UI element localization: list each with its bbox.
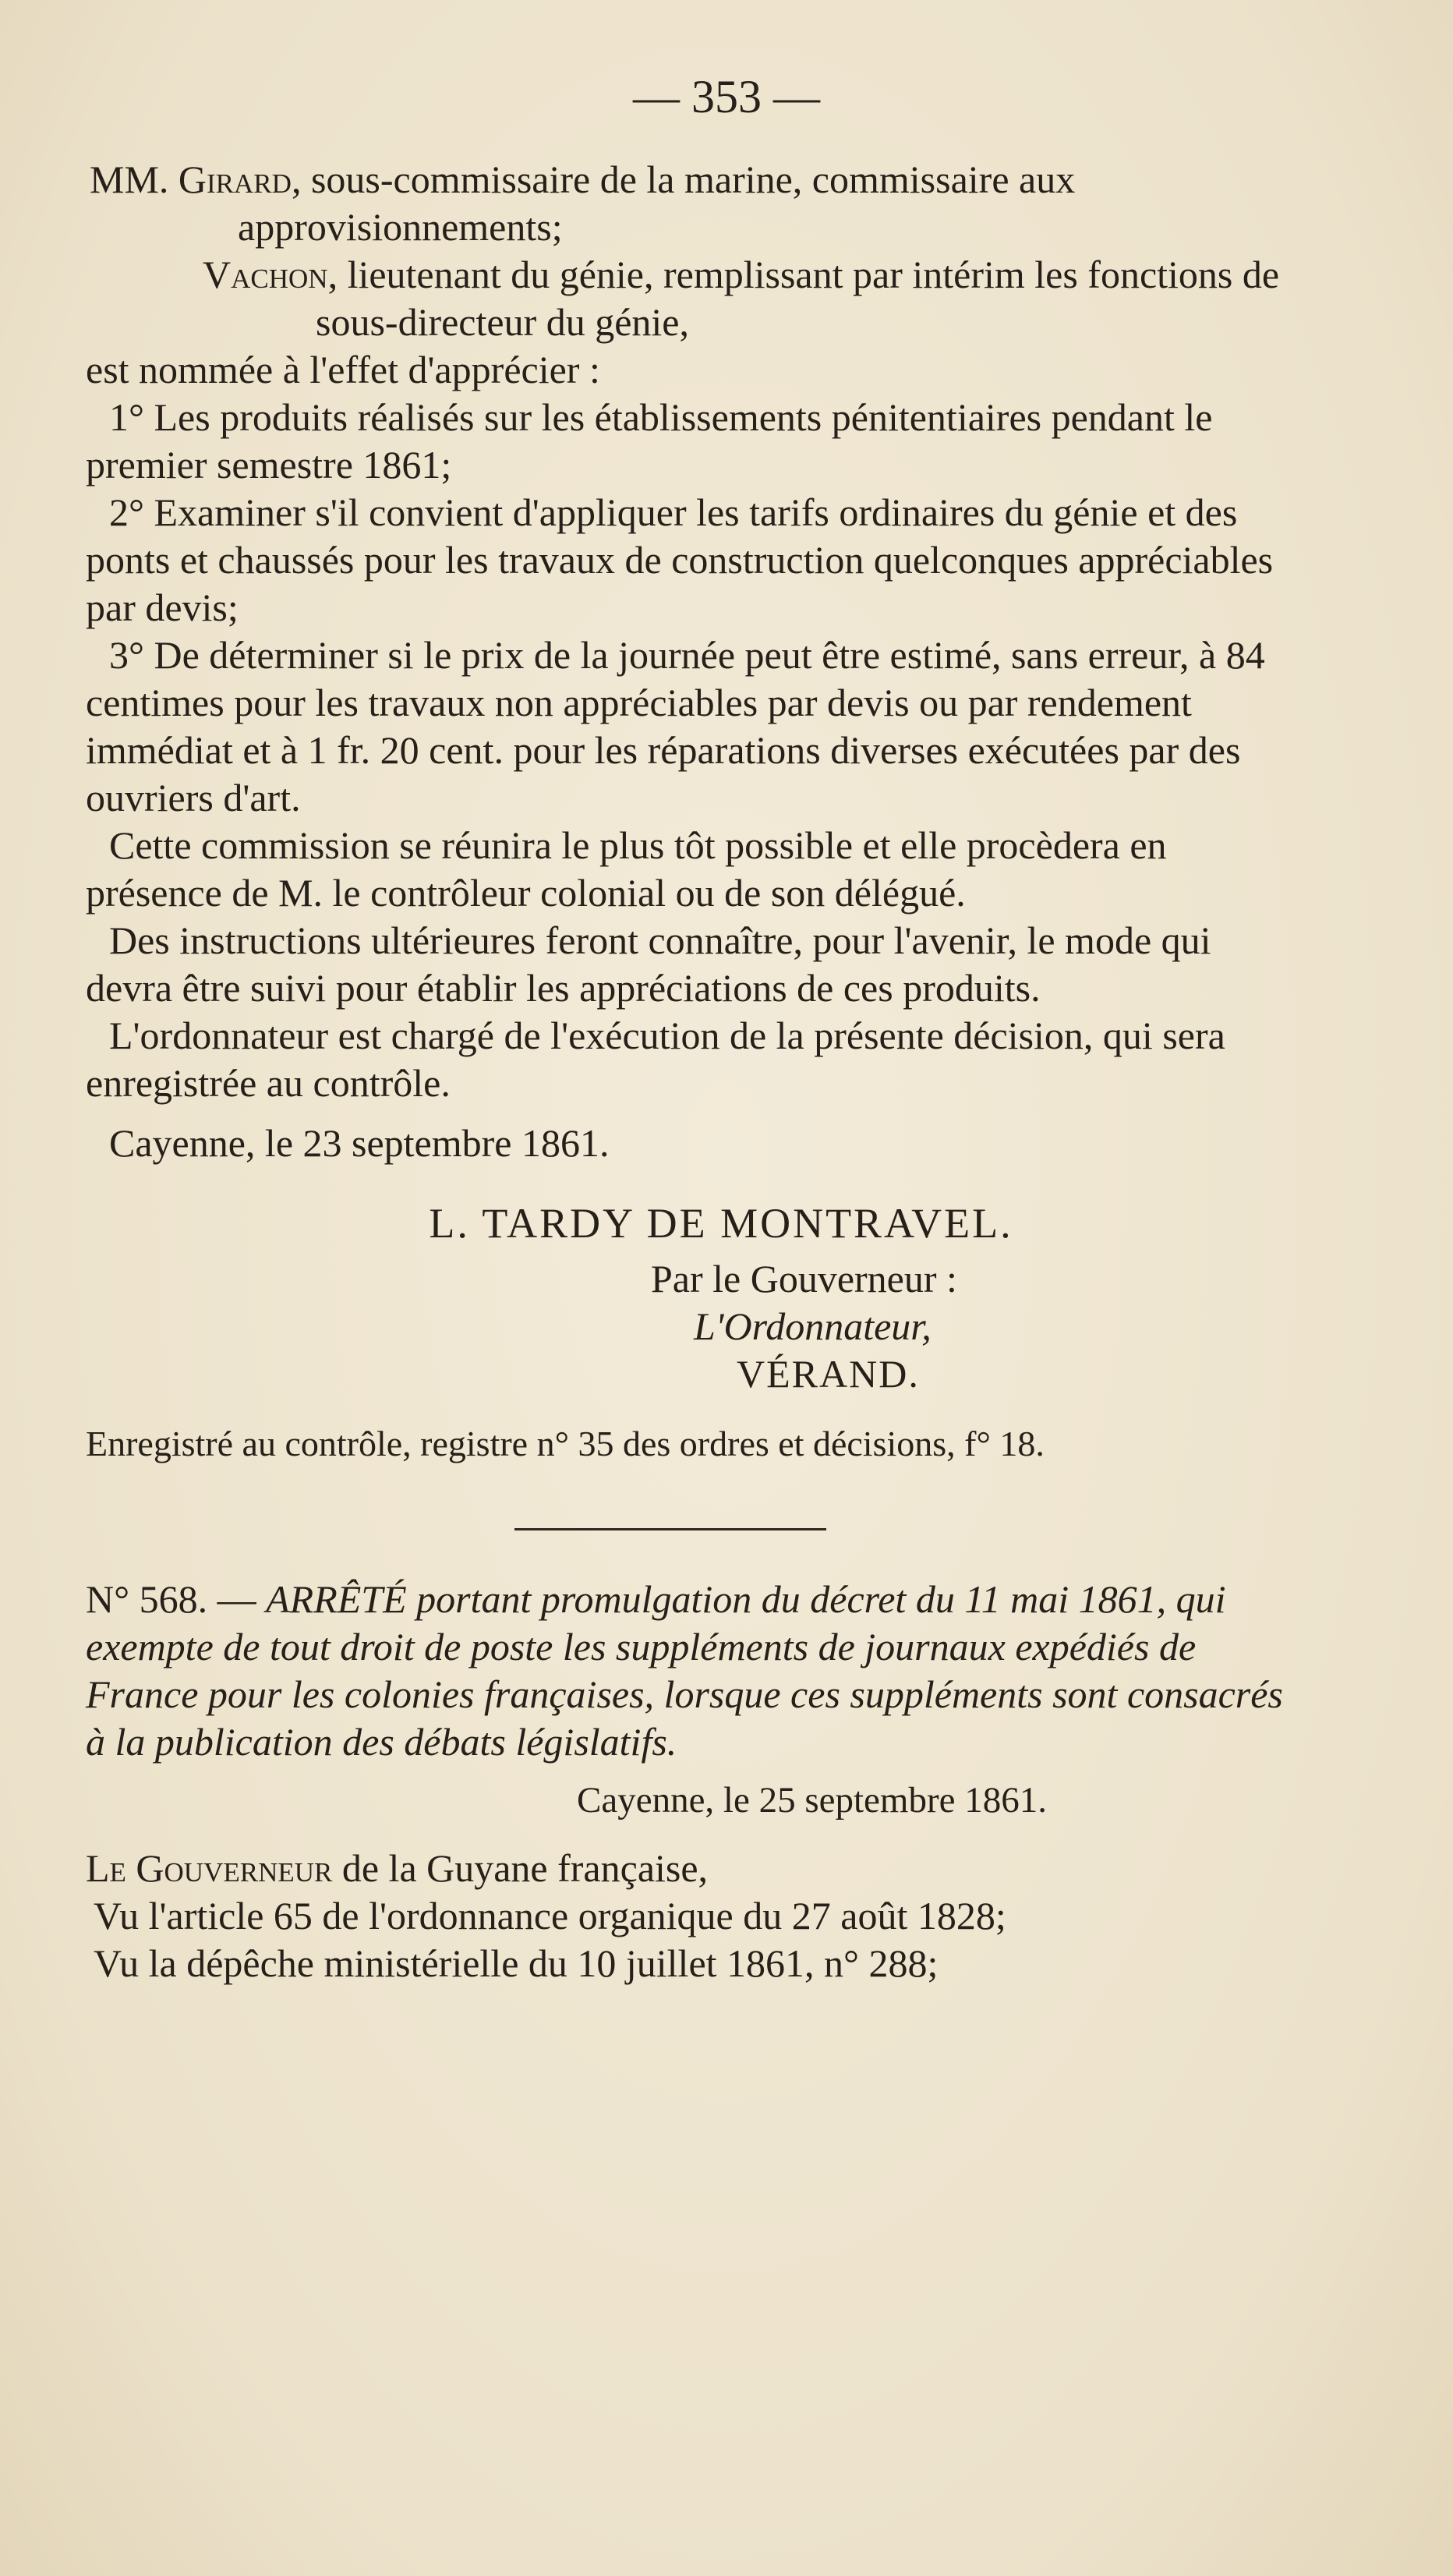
decision-date: Cayenne, le 23 septembre 1861.	[109, 1121, 610, 1165]
decree-heading	[86, 1576, 1302, 1766]
item-1: 1° Les produits réalisés sur les établissements pénitentiaires pendant le premier semestre 1861;	[86, 395, 1213, 487]
page-body	[86, 156, 1302, 1987]
countersignatory-name: VÉRAND.	[737, 1352, 920, 1396]
signatory-name: L. TARDY DE MONTRAVEL.	[429, 1200, 1013, 1247]
member-vachon	[86, 251, 1302, 346]
page-number: — 353 —	[633, 71, 820, 122]
registration-note: Enregistré au contrôle, registre n° 35 des ordres et décisions, f° 18.	[86, 1424, 1045, 1463]
issuer-line	[86, 1845, 1302, 1892]
issuer-rest: de la Guyane française,	[332, 1846, 709, 1890]
member-role: , lieutenant du génie, remplissant par intérim les fonctions de sous-directeur du génie,	[316, 253, 1280, 344]
decree-date: Cayenne, le 25 septembre 1861.	[577, 1780, 1047, 1821]
paragraph: L'ordonnateur est chargé de l'exécution de la présente décision, qui sera enregistrée au contrôle.	[86, 1014, 1225, 1105]
intro-text: est nommée à l'effet d'apprécier :	[86, 348, 600, 391]
mm-label: MM.	[90, 157, 179, 201]
member-name: Girard	[178, 157, 292, 201]
signatory-title: L'Ordonnateur,	[694, 1304, 932, 1348]
paragraph: Cette commission se réunira le plus tôt possible et elle procèdera en présence de M. le contrôleur colonial ou de son délégué.	[86, 823, 1167, 915]
member-name: Vachon	[203, 253, 328, 296]
vu-clause: Vu la dépêche ministérielle du 10 juillet 1861, n° 288;	[94, 1941, 939, 1985]
member-girard	[86, 156, 1302, 251]
decree-title: ARRÊTÉ portant promulgation du décret du 11 mai 1861, qui exempte de tout droit de poste les suppléments de journaux expédiés de France pour les colonies françaises, lorsque ces suppléments sont consacrés à la publication des débats législatifs.	[86, 1577, 1283, 1764]
issuer-title: Le Gouverneur	[86, 1846, 333, 1890]
decree-number: N° 568. —	[86, 1577, 267, 1621]
paragraph: Des instructions ultérieures feront connaître, pour l'avenir, le mode qui devra être suivi pour établir les appréciations de ces produits.	[86, 918, 1211, 1010]
item-3: 3° De déterminer si le prix de la journée peut être estimé, sans erreur, à 84 centimes pour les travaux non appréciables par devis ou par rendement immédiat et à 1 fr. 20 cent. pour les réparations diverses exécutées par des ouvriers d'art.	[86, 633, 1265, 819]
item-2: 2° Examiner s'il convient d'appliquer les tarifs ordinaires du génie et des ponts et chaussés pour les travaux de construction quelconques appréciables par devis;	[86, 490, 1274, 629]
by-line: Par le Gouverneur :	[651, 1257, 957, 1300]
vu-clause: Vu l'article 65 de l'ordonnance organique du 27 août 1828;	[94, 1894, 1006, 1937]
section-divider	[514, 1528, 826, 1530]
member-role: , sous-commissaire de la marine, commissaire aux approvisionnements;	[238, 157, 1076, 249]
